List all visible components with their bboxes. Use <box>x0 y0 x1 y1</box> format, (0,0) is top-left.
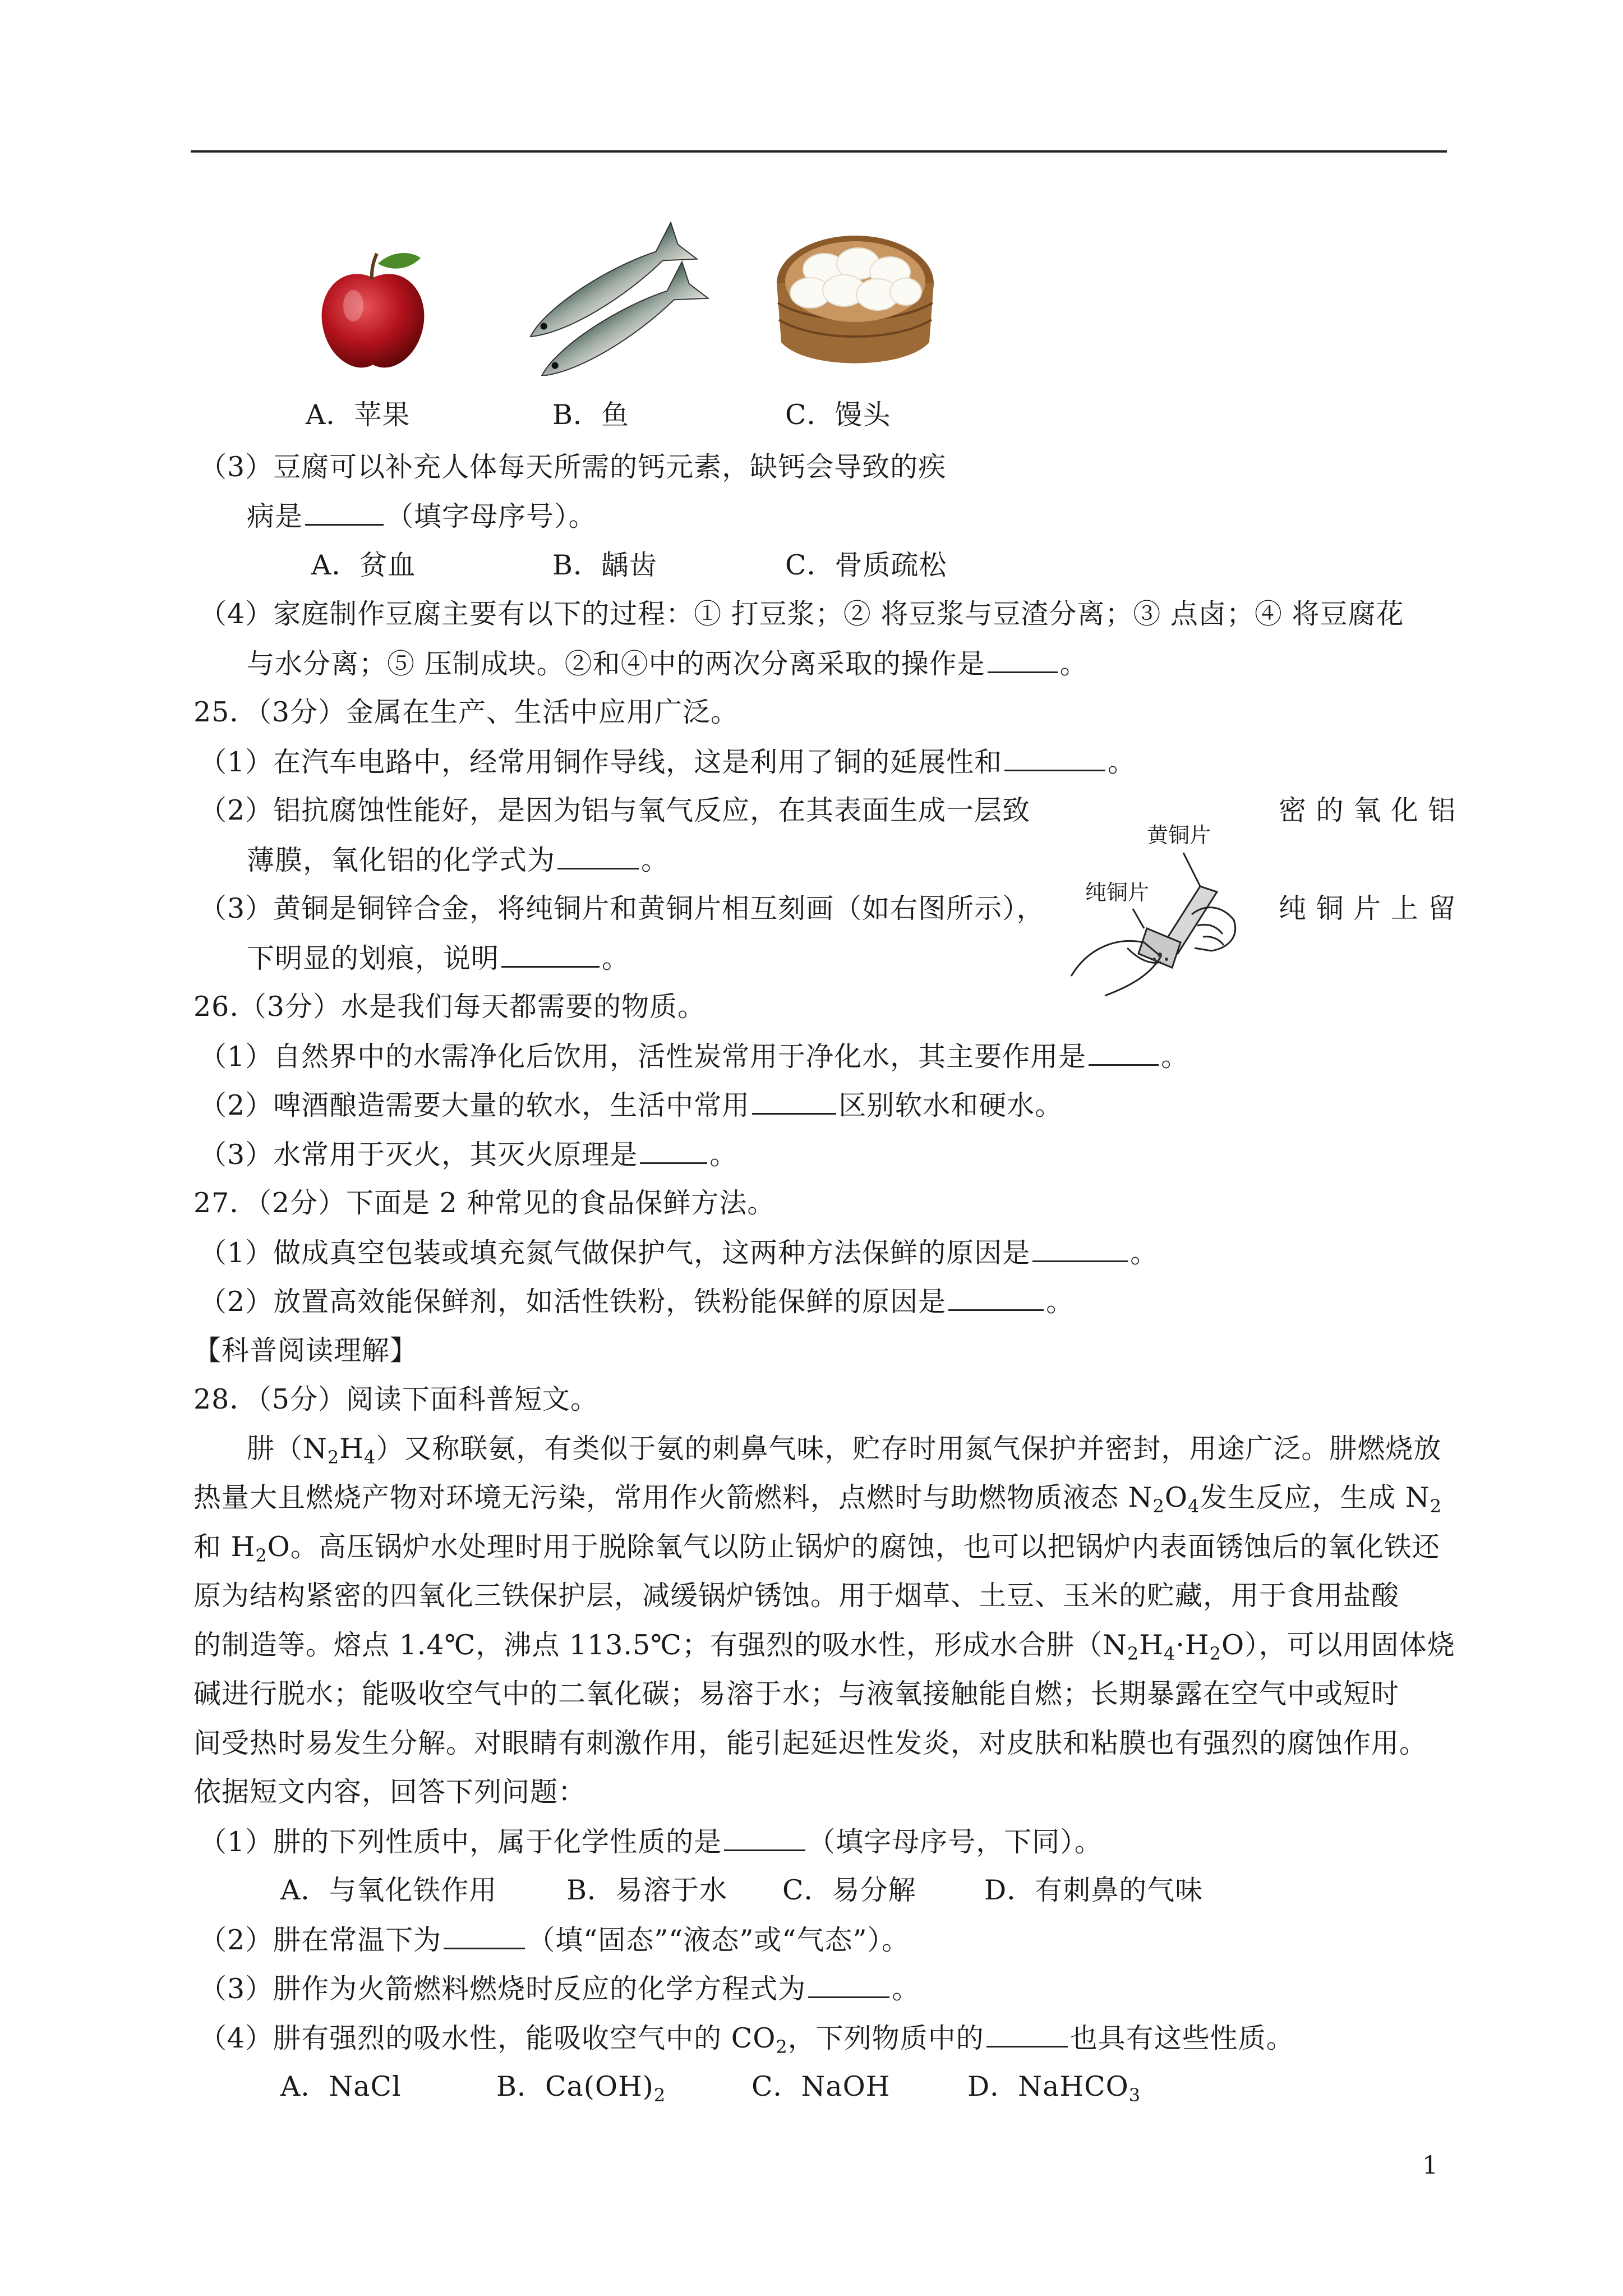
fish-image <box>505 219 723 376</box>
q24-3-option-c: C．骨质疏松 <box>785 549 947 581</box>
q28-4-option-a: A．NaCl <box>280 2070 402 2102</box>
q27-1: （1）做成真空包装或填充氮气做保护气，这两种方法保鲜的原因是 。 <box>199 1237 1159 1269</box>
q28-2: （2）肼在常温下为 （填“固态”“液态”或“气态”）。 <box>199 1924 910 1956</box>
q28-prompt: 依据短文内容，回答下列问题： <box>193 1776 587 1808</box>
food-option-b: B．鱼 <box>552 399 630 431</box>
answer-blank[interactable] <box>948 1285 1044 1311</box>
q28-1: （1）肼的下列性质中，属于化学性质的是 （填字母序号，下同）。 <box>199 1826 1103 1858</box>
q25-1: （1）在汽车电路中，经常用铜作导线，这是利用了铜的延展性和 。 <box>199 746 1136 778</box>
apple-image <box>308 247 437 376</box>
answer-blank[interactable] <box>640 1138 707 1164</box>
q25-2-line1-left: （2）铝抗腐蚀性能好，是因为铝与氧气反应，在其表面生成一层致 <box>199 794 1031 826</box>
passage-line-1: 肼$(N_2H_4)$又称联氨，有类似于氨的刺鼻气味，贮存时用氮气保护并密封，用途广泛。肼燃烧放 <box>247 1433 1442 1468</box>
q24-3-option-b: B．龋齿 <box>552 549 658 581</box>
food-option-a: A．苹果 <box>306 399 411 431</box>
q25-3-line2: 下明显的划痕，说明 。 <box>247 942 630 974</box>
q27-title: 27．（2分）下面是 2 种常见的食品保鲜方法。 <box>193 1187 776 1219</box>
q24-3-line1: （3）豆腐可以补充人体每天所需的钙元素，缺钙会导致的疾 <box>199 451 947 483</box>
q25-3-line1-left: （3）黄铜是铜锌合金，将纯铜片和黄铜片相互刻画（如右图所示）， <box>199 892 1045 924</box>
q26-3: （3）水常用于灭火，其灭火原理是 。 <box>199 1139 738 1171</box>
answer-blank[interactable] <box>305 499 384 526</box>
passage-line-6: 碱进行脱水；能吸收空气中的二氧化碳；易溶于水；与液氧接触能自燃；长期暴露在空气中或短时 <box>193 1678 1400 1710</box>
answer-blank[interactable] <box>444 1923 525 1949</box>
brass-label: 黄铜片 <box>1147 823 1211 848</box>
hands-scratching-illustration <box>1066 808 1251 1004</box>
q24-4-line1: （4）家庭制作豆腐主要有以下的过程：① 打豆浆；② 将豆浆与豆渣分离；③ 点卤；④ 将豆腐花 <box>199 598 1404 630</box>
q28-4-option-d: D．NaHCO$_3$ <box>967 2070 1141 2106</box>
answer-blank[interactable] <box>1032 1236 1128 1262</box>
q28-1-option-b: B．易溶于水 <box>566 1874 728 1906</box>
passage-line-3: 和 $H_2O$。高压锅炉水处理时用于脱除氧气以防止锅炉的腐蚀，也可以把锅炉内表面锈蚀后的氧化铁还 <box>193 1531 1440 1566</box>
q28-4-option-b: B．$Ca(OH)_2$ <box>496 2070 666 2106</box>
answer-blank[interactable] <box>501 941 600 968</box>
q26-2: （2）啤酒酿造需要大量的软水，生活中常用 区别软水和硬水。 <box>199 1089 1063 1121</box>
answer-blank[interactable] <box>988 647 1058 673</box>
q25-2-line2: 薄膜，氧化铝的化学式为 。 <box>247 844 670 876</box>
q27-2: （2）放置高效能保鲜剂，如活性铁粉，铁粉能保鲜的原因是 。 <box>199 1286 1075 1318</box>
q28-4: （4）肼有强烈的吸水性，能吸收空气中的 $CO_2$，下列物质中的 也具有这些性质。 <box>199 2022 1294 2058</box>
passage-line-5: 的制造等。熔点 1.4℃，沸点 113.5℃；有强烈的吸水性，形成水合肼$(N_2H_4\cdot H_2O)$，可以用固体烧 <box>193 1629 1455 1664</box>
answer-blank[interactable] <box>1004 745 1105 771</box>
q28-title: 28．（5分）阅读下面科普短文。 <box>193 1383 599 1415</box>
pure-copper-label: 纯铜片 <box>1085 880 1150 905</box>
q26-1: （1）自然界中的水需净化后饮用，活性炭常用于净化水，其主要作用是 。 <box>199 1041 1189 1073</box>
q26-title: 26.（3分）水是我们每天都需要的物质。 <box>193 991 706 1023</box>
q25-title: 25．（3分）金属在生产、生活中应用广泛。 <box>193 696 739 728</box>
answer-blank[interactable] <box>808 1972 889 1998</box>
answer-blank[interactable] <box>986 2021 1068 2047</box>
q28-1-option-a: A．与氧化铁作用 <box>280 1874 497 1906</box>
q24-3-line2: 病是 （填字母序号）。 <box>247 500 597 532</box>
header-rule <box>191 150 1447 153</box>
q24-4-line2: 与水分离；⑤ 压制成块。②和④中的两次分离采取的操作是 。 <box>247 648 1088 680</box>
answer-blank[interactable] <box>557 843 639 869</box>
steamed-buns-image <box>771 230 939 379</box>
copper-scratch-figure <box>1066 808 1251 1004</box>
q28-3: （3）肼作为火箭燃料燃烧时反应的化学方程式为 。 <box>199 1973 920 2005</box>
passage-line-2: 热量大且燃烧产物对环境无污染，常用作火箭燃料，点燃时与助燃物质液态 $N_2O_4$发生反应，生成 $N_2$ <box>193 1481 1442 1517</box>
q28-4-option-c: C．NaOH <box>751 2070 891 2102</box>
passage-line-4: 原为结构紧密的四氧化三铁保护层，减缓锅炉锈蚀。用于烟草、土豆、玉米的贮藏，用于食用盐酸 <box>193 1580 1400 1612</box>
answer-blank[interactable] <box>752 1088 836 1115</box>
q28-1-option-d: D．有刺鼻的气味 <box>984 1874 1204 1906</box>
answer-blank[interactable] <box>724 1825 805 1851</box>
passage-line-7: 间受热时易发生分解。对眼睛有刺激作用，能引起延迟性发炎，对皮肤和粘膜也有强烈的腐蚀作用。 <box>193 1727 1428 1759</box>
food-option-c: C．馒头 <box>785 399 891 431</box>
q25-3-line1-right: 纯 铜 片 上 留 <box>1279 892 1456 924</box>
section-header: 【科普阅读理解】 <box>193 1335 418 1366</box>
q25-2-line1-right: 密 的 氧 化 铝 <box>1279 794 1456 826</box>
page-number: 1 <box>1422 2151 1438 2180</box>
q24-3-option-a: A．贫血 <box>311 549 416 581</box>
answer-blank[interactable] <box>1089 1039 1159 1066</box>
q28-1-option-c: C．易分解 <box>782 1874 916 1906</box>
